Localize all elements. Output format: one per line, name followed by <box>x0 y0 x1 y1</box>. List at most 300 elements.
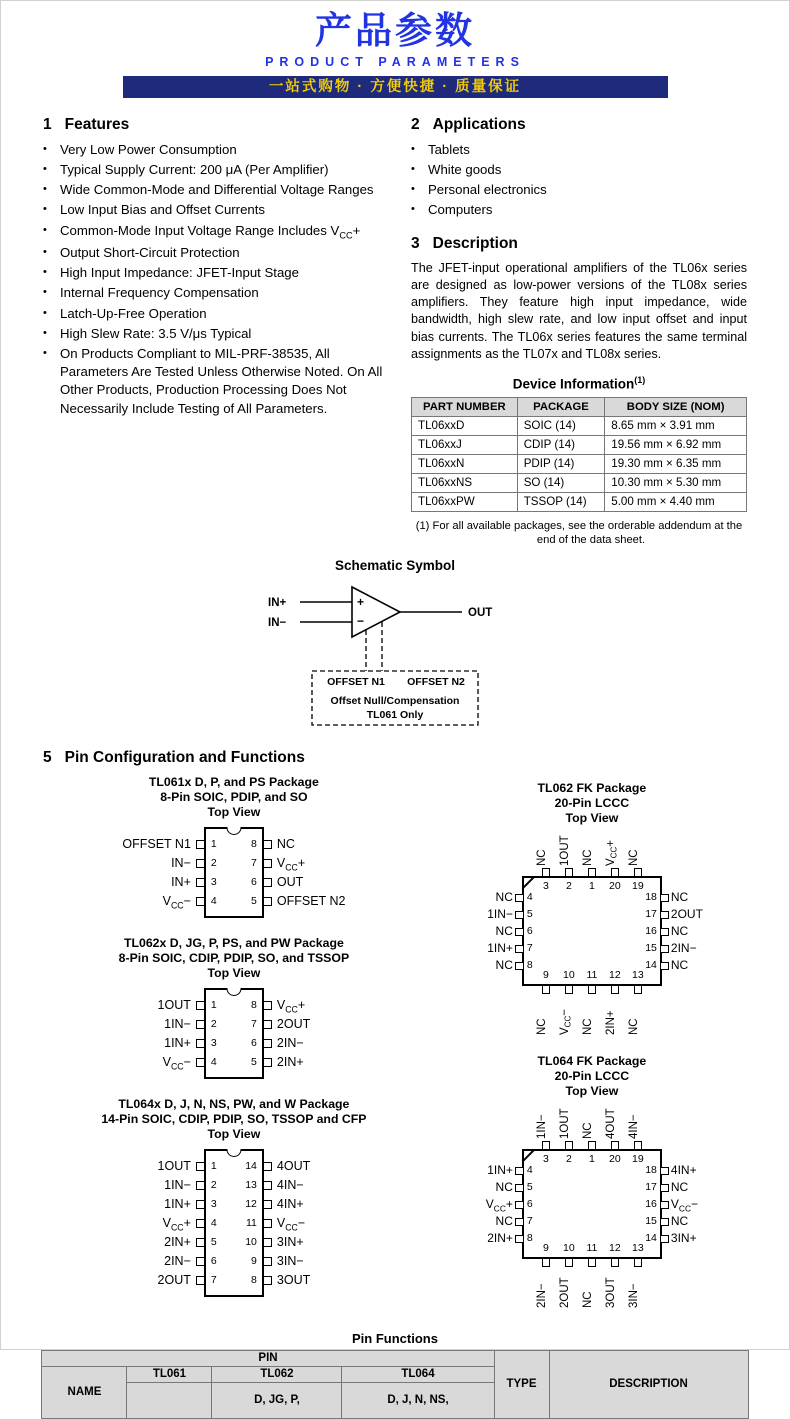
pin-number: 3 <box>210 1198 217 1211</box>
tl061-packages-cell <box>127 1382 212 1418</box>
pin-stub <box>515 1218 523 1226</box>
device-info-header-cell: BODY SIZE (NOM) <box>605 397 747 416</box>
pin-stub <box>196 1058 204 1067</box>
pin-label: $V_{CC}-$ <box>162 893 191 911</box>
pin-number: 5 <box>210 1236 217 1249</box>
lcc-left-label: NC <box>495 957 513 972</box>
lcc-left-label: 1IN− <box>487 906 513 921</box>
device-info-cell: CDIP (14) <box>517 435 605 454</box>
pin-row <box>206 1015 262 1034</box>
bullet-glyph: • <box>411 162 415 175</box>
bullet-glyph: • <box>43 306 47 319</box>
lcc-bottom-label: 3IN− <box>627 1283 640 1308</box>
pin-stub <box>264 1181 272 1190</box>
pin-number: 15 <box>645 941 657 954</box>
pin-number: 12 <box>245 1198 257 1211</box>
lcc-top-label: NC <box>581 849 594 866</box>
pin-header-cell: PIN <box>42 1350 494 1366</box>
device-info-cell: TL06xxD <box>412 416 518 435</box>
pin-stub <box>196 1001 204 1010</box>
pin-label: $V_{CC}-$ <box>162 1054 191 1072</box>
pin-stub <box>515 928 523 936</box>
pin-stub <box>588 1259 596 1267</box>
pin-number: 6 <box>210 1255 217 1268</box>
pin-number: 18 <box>645 890 657 903</box>
pin-stub <box>661 1167 669 1175</box>
features-number: 1 <box>43 115 52 133</box>
device-info-cell: 10.30 mm × 5.30 mm <box>605 473 747 492</box>
bullet-text: High Input Impedance: JFET-Input Stage <box>60 265 299 281</box>
device-info-row <box>412 416 747 435</box>
pin-stub <box>611 1141 619 1149</box>
bullet-glyph: • <box>43 183 47 196</box>
lcc-diagram <box>469 832 715 1036</box>
bullet-text: Latch-Up-Free Operation <box>60 305 207 321</box>
pin-stub <box>515 911 523 919</box>
pin-number: 13 <box>632 1241 644 1254</box>
pin-stub <box>565 1141 573 1149</box>
pin-stub <box>661 945 669 953</box>
lcc-bottom-label: 2IN− <box>535 1283 548 1308</box>
pin-stub <box>264 1238 272 1247</box>
pin-number: 2 <box>210 857 217 870</box>
feature-item <box>43 141 391 159</box>
lcc-left-label: NC <box>495 1213 513 1228</box>
pin-number: 9 <box>251 1255 257 1268</box>
pin-functions-row-1 <box>42 1350 748 1366</box>
bullet-glyph: • <box>411 142 415 155</box>
device-info-row <box>412 473 747 492</box>
pin-row <box>206 1053 262 1072</box>
lcc-diagram <box>469 1105 715 1309</box>
bullet-text: Internal Frequency Compensation <box>60 285 259 301</box>
pin-label: 3IN+ <box>276 1234 304 1249</box>
dip-chip-body <box>204 827 264 918</box>
application-item <box>411 181 747 199</box>
pin-stub <box>264 1276 272 1285</box>
description-header-cell: DESCRIPTION <box>549 1350 748 1418</box>
in-minus-label: IN− <box>268 616 287 629</box>
pin-stub <box>264 878 272 887</box>
offset-box-line2: TL061 Only <box>366 708 424 721</box>
pin-number: 17 <box>645 907 657 920</box>
device-info-title-text: Device Information <box>512 376 635 392</box>
pin-stub <box>264 1219 272 1228</box>
device-info-cell: TL06xxJ <box>412 435 518 454</box>
pin-stub <box>634 1259 642 1267</box>
pin-number: 9 <box>542 1241 549 1254</box>
pin-label: 3OUT <box>276 1272 311 1287</box>
feature-item <box>43 345 391 418</box>
pin-number: 19 <box>632 1152 644 1165</box>
features-label: Features <box>64 115 130 133</box>
lcc-left-label: NC <box>495 923 513 938</box>
pin-stub <box>542 1259 550 1267</box>
lcc-bottom-label: NC <box>581 1291 594 1308</box>
lcc-right-label: NC <box>670 923 689 938</box>
pin-number: 10 <box>245 1236 257 1249</box>
pin-stub <box>264 1020 272 1029</box>
pin-row <box>206 996 262 1015</box>
bullet-glyph: • <box>43 223 47 236</box>
pin-stub <box>661 928 669 936</box>
pin-stub <box>196 1219 204 1228</box>
device-info-row <box>412 492 747 511</box>
pin-number: 8 <box>251 1274 257 1287</box>
feature-item <box>43 222 391 242</box>
device-info-cell: 8.65 mm × 3.91 mm <box>605 416 747 435</box>
pin-label: OFFSET N2 <box>276 893 346 908</box>
pin-stub <box>634 986 642 994</box>
pin-label: 1OUT <box>157 997 191 1012</box>
pin-stub <box>661 962 669 970</box>
bullet-glyph: • <box>43 326 47 339</box>
pin-number: 8 <box>251 838 257 851</box>
pin-stub <box>542 986 550 994</box>
opamp-schematic <box>260 575 530 728</box>
pin-stub <box>611 1259 619 1267</box>
chip-notch-icon <box>226 827 241 835</box>
pin-stub <box>515 1184 523 1192</box>
pin-stub <box>264 840 272 849</box>
bullet-glyph: • <box>411 183 415 196</box>
pin-number: 3 <box>210 1037 217 1050</box>
pin-stub <box>588 868 596 876</box>
pin-number: 6 <box>526 1197 533 1210</box>
package-title: TL061x D, P, and PS Package 8-Pin SOIC, PDIP, and SO Top View <box>148 774 319 819</box>
pin-stub <box>634 1141 642 1149</box>
device-info-cell: SOIC (14) <box>517 416 605 435</box>
pin-label: 2OUT <box>157 1272 191 1287</box>
feature-item <box>43 305 391 323</box>
dip-package <box>37 775 431 918</box>
out-label: OUT <box>468 606 493 619</box>
feature-item <box>43 325 391 343</box>
dip-left-labels <box>99 835 191 918</box>
features-list <box>43 141 391 418</box>
pin-stub <box>661 911 669 919</box>
pin-stub <box>661 1201 669 1209</box>
lcc-packages-column <box>431 775 753 1327</box>
applications-number: 2 <box>411 115 420 133</box>
dip-left-labels <box>99 996 191 1079</box>
pin-number: 1 <box>588 1152 595 1165</box>
device-info-cell: 19.30 mm × 6.35 mm <box>605 454 747 473</box>
pin-number: 12 <box>609 1241 621 1254</box>
dip-left-labels <box>99 1157 191 1297</box>
pin-stub <box>196 1238 204 1247</box>
pin-stub <box>611 986 619 994</box>
lcc-package <box>431 781 753 1036</box>
pin-stub <box>196 1200 204 1209</box>
pin-configuration-area <box>1 775 789 1327</box>
pin-number: 11 <box>245 1217 257 1230</box>
pin-number: 2 <box>210 1179 217 1192</box>
pin-number: 5 <box>251 895 257 908</box>
pin-row <box>206 1034 262 1053</box>
lcc-bottom-label: $V_{CC}-$ <box>558 1008 573 1035</box>
dip-chip-body <box>204 1149 264 1297</box>
plus-sign: + <box>357 594 365 609</box>
lcc-left-label: NC <box>495 1179 513 1194</box>
lcc-top-label: 1IN− <box>535 1114 548 1139</box>
pin-number: 17 <box>645 1180 657 1193</box>
pin-label: NC <box>276 836 295 851</box>
device-info-row <box>412 454 747 473</box>
pin-number: 7 <box>526 1214 533 1227</box>
bullet-text: Wide Common-Mode and Differential Voltage Ranges <box>60 182 374 198</box>
pin-stub <box>264 1058 272 1067</box>
device-info-table <box>411 397 747 512</box>
pin-number: 3 <box>542 879 549 892</box>
pin-label: IN− <box>171 855 191 870</box>
pin-number: 14 <box>245 1160 257 1173</box>
bullet-glyph: • <box>43 142 47 155</box>
device-info-cell: 19.56 mm × 6.92 mm <box>605 435 747 454</box>
pin-stub <box>196 878 204 887</box>
features-column <box>43 116 391 548</box>
bullet-glyph: • <box>43 203 47 216</box>
pin-row <box>206 1214 262 1233</box>
device-info-cell: SO (14) <box>517 473 605 492</box>
pin-stub <box>515 945 523 953</box>
pin-stub <box>515 1167 523 1175</box>
pin-number: 6 <box>251 876 257 889</box>
pin-number: 13 <box>632 968 644 981</box>
top-columns <box>1 116 789 548</box>
pin-label: 1IN− <box>164 1016 191 1031</box>
pin-stub <box>264 859 272 868</box>
lcc-bottom-label: NC <box>581 1018 594 1035</box>
pin-stub <box>661 1218 669 1226</box>
pin-number: 3 <box>542 1152 549 1165</box>
pin-number: 11 <box>586 968 598 981</box>
pin-stub <box>196 1020 204 1029</box>
lcc-left-label: $V_{CC}+$ <box>485 1196 513 1214</box>
device-info-header-cell: PART NUMBER <box>412 397 518 416</box>
pin-number: 7 <box>526 941 533 954</box>
dip-chip-body <box>204 988 264 1079</box>
pin-number: 16 <box>645 1197 657 1210</box>
device-info-cell: TL06xxN <box>412 454 518 473</box>
pin-stub <box>515 1235 523 1243</box>
lcc-bottom-label: NC <box>627 1018 640 1035</box>
pin-stub <box>515 894 523 902</box>
dip-diagram <box>37 988 431 1079</box>
pin-stub <box>565 868 573 876</box>
pin-label: 2IN+ <box>164 1234 191 1249</box>
package-title: TL064x D, J, N, NS, PW, and W Package 14-Pin SOIC, CDIP, PDIP, SO, TSSOP and CFP Top View <box>101 1096 367 1141</box>
bullet-text: Output Short-Circuit Protection <box>60 244 240 260</box>
pin-number: 1 <box>210 999 217 1012</box>
pin-number: 7 <box>210 1274 217 1287</box>
applications-label: Applications <box>432 115 526 133</box>
pin-stub <box>542 1141 550 1149</box>
pin-row <box>206 1252 262 1271</box>
pin-row <box>206 1176 262 1195</box>
tl061-header-cell: TL061 <box>127 1366 212 1382</box>
bullet-text: Low Input Bias and Offset Currents <box>60 202 266 218</box>
pin-functions-table <box>41 1350 748 1419</box>
pin-number: 4 <box>526 890 533 903</box>
pin-number: 16 <box>645 924 657 937</box>
pin-label: 4IN− <box>276 1177 304 1192</box>
description-number: 3 <box>411 234 420 252</box>
device-info-title <box>411 375 747 392</box>
pin-row <box>206 873 262 892</box>
pin-number: 7 <box>251 857 257 870</box>
pin-row <box>206 854 262 873</box>
pin-number: 6 <box>251 1037 257 1050</box>
header-banner: 一站式购物 · 方便快捷 · 质量保证 <box>123 76 668 98</box>
pin-label: 2IN+ <box>276 1054 304 1069</box>
dip-packages-column <box>37 775 431 1327</box>
chip-notch-icon <box>226 988 241 996</box>
bullet-glyph: • <box>43 266 47 279</box>
pin-number: 7 <box>251 1018 257 1031</box>
lcc-left-label: NC <box>495 889 513 904</box>
dip-package <box>37 936 431 1079</box>
dip-package <box>37 1097 431 1297</box>
pin-stub <box>264 897 272 906</box>
description-heading <box>411 235 747 253</box>
lcc-bottom-label: 2OUT <box>558 1277 571 1308</box>
tl064-header-cell: TL064 <box>342 1366 494 1382</box>
pin-stub <box>515 1201 523 1209</box>
description-label: Description <box>432 234 518 252</box>
pin-number: 4 <box>526 1163 533 1176</box>
application-item <box>411 201 747 219</box>
device-info-title-sup: (1) <box>634 375 646 386</box>
pin-stub <box>196 1039 204 1048</box>
pin-label: $V_{CC}+$ <box>276 997 306 1015</box>
lcc-left-label: 1IN+ <box>487 1162 513 1177</box>
dip-right-labels <box>277 996 369 1079</box>
tl062-packages-cell: D, JG, P, <box>212 1382 342 1418</box>
feature-item <box>43 201 391 219</box>
pin-stub <box>196 1257 204 1266</box>
page-subtitle: PRODUCT PARAMETERS <box>265 54 525 69</box>
pin-label: 2IN− <box>164 1253 191 1268</box>
pin-functions-section <box>1 1331 789 1419</box>
lcc-top-label: $V_{CC}+$ <box>604 839 619 866</box>
bullet-text: White goods <box>428 161 502 177</box>
lcc-right-label: $V_{CC}-$ <box>670 1196 699 1214</box>
pin-number: 8 <box>251 999 257 1012</box>
feature-item <box>43 181 391 199</box>
pin-number: 8 <box>526 958 533 971</box>
pin-stub <box>611 868 619 876</box>
bullet-text: Common-Mode Input Voltage Range Includes $V_{CC}+$ <box>60 222 361 241</box>
application-item <box>411 161 747 179</box>
lcc-top-label: 1OUT <box>558 1108 571 1139</box>
type-header-cell: TYPE <box>494 1350 549 1418</box>
features-heading <box>43 116 391 134</box>
pin-number: 12 <box>609 968 621 981</box>
dip-right-labels <box>277 1157 369 1297</box>
lcc-left-label: 2IN+ <box>487 1230 513 1245</box>
package-title: TL062 FK Package 20-Pin LCCC Top View <box>537 780 647 825</box>
schematic-title: Schematic Symbol <box>334 557 456 573</box>
pin-number: 9 <box>542 968 549 981</box>
pin-number: 11 <box>586 1241 598 1254</box>
pin-number: 20 <box>609 1152 621 1165</box>
device-info-cell: TL06xxPW <box>412 492 518 511</box>
pin-stub <box>588 1141 596 1149</box>
lcc-right-label: NC <box>670 889 689 904</box>
pin-number: 5 <box>251 1056 257 1069</box>
lcc-top-label: NC <box>581 1122 594 1139</box>
pin-stub <box>196 1276 204 1285</box>
pin-stub <box>264 1162 272 1171</box>
description-text: The JFET-input operational amplifiers of the TL06x series are designed as low-power versions of the TL08x series amplifiers. They feature high input impedance, wide bandwidth, high slew rate, and low input offset and input bias currents. The TL06x series features the same terminal assignments as the TL07x and TL08x series. <box>411 260 747 361</box>
pin-number: 10 <box>563 968 575 981</box>
bullet-text: Typical Supply Current: 200 μA (Per Amplifier) <box>60 161 329 177</box>
pin-label: 1IN+ <box>164 1196 191 1211</box>
bullet-text: On Products Compliant to MIL-PRF-38535, All Parameters Are Tested Unless Otherwise Noted. On All Other Products, Production Processing Does Not Necessarily Include Testing of All Parameters. <box>60 346 383 416</box>
device-information <box>411 375 747 548</box>
pin-stub <box>196 897 204 906</box>
lcc-bottom-label: NC <box>535 1018 548 1035</box>
lcc-bottom-label: 2IN+ <box>604 1010 617 1035</box>
pin-label: OUT <box>276 874 304 889</box>
pin-stub <box>264 1257 272 1266</box>
device-info-header-cell: PACKAGE <box>517 397 605 416</box>
pin-stub <box>661 894 669 902</box>
pin-stub <box>196 859 204 868</box>
minus-sign: − <box>357 613 365 628</box>
pin-number: 4 <box>210 895 217 908</box>
bullet-text: Tablets <box>428 141 470 157</box>
pin-label: 1OUT <box>157 1158 191 1173</box>
device-info-cell: PDIP (14) <box>517 454 605 473</box>
pin-label: 4OUT <box>276 1158 311 1173</box>
pin-number: 2 <box>210 1018 217 1031</box>
feature-item <box>43 264 391 282</box>
pin-label: $V_{CC}-$ <box>276 1215 306 1233</box>
pin-stub <box>565 986 573 994</box>
feature-item <box>43 284 391 302</box>
header <box>1 1 789 98</box>
pin-stub <box>634 868 642 876</box>
chip-notch-icon <box>226 1149 241 1157</box>
applications-heading <box>411 116 747 134</box>
device-info-row <box>412 435 747 454</box>
pin-functions-title: Pin Functions <box>352 1330 438 1346</box>
pin-number: 4 <box>210 1056 217 1069</box>
right-column <box>411 116 747 548</box>
pin-stub <box>661 1235 669 1243</box>
pin-stub <box>264 1039 272 1048</box>
pin-number: 18 <box>645 1163 657 1176</box>
in-plus-label: IN+ <box>268 596 287 609</box>
pin-number: 13 <box>245 1179 257 1192</box>
lcc-bottom-label: 3OUT <box>604 1277 617 1308</box>
device-info-cell: TL06xxNS <box>412 473 518 492</box>
pin-config-heading <box>1 749 789 767</box>
pin-stub <box>542 868 550 876</box>
lcc-right-label: 2OUT <box>670 906 703 921</box>
bullet-glyph: • <box>43 286 47 299</box>
dip-diagram <box>37 1149 431 1297</box>
bullet-glyph: • <box>43 245 47 258</box>
pin-number: 19 <box>632 879 644 892</box>
dip-right-labels <box>277 835 369 918</box>
pin-number: 8 <box>526 1231 533 1244</box>
pin-number: 14 <box>645 958 657 971</box>
pin-stub <box>588 986 596 994</box>
feature-item <box>43 244 391 262</box>
